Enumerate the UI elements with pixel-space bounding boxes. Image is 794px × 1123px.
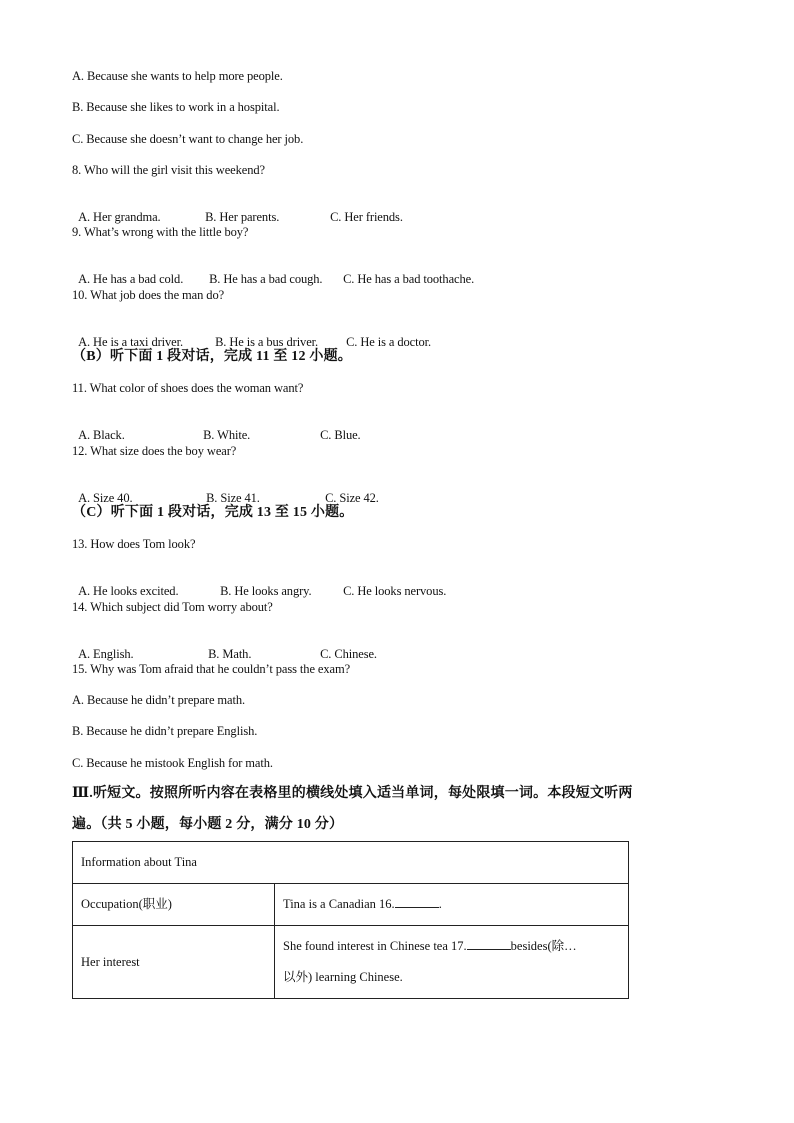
q14-question: 14. Which subject did Tom worry about?: [72, 600, 273, 614]
q10-options: [72, 318, 431, 350]
table-row: [73, 926, 629, 999]
row-label-occupation: Occupation(职业): [73, 884, 275, 926]
row-value-interest: [275, 926, 629, 999]
q9-option-b: B. He has a bad cough.: [209, 272, 323, 286]
q9-options: [72, 255, 474, 287]
table-row: [73, 884, 629, 926]
blank-17: [467, 937, 511, 950]
q15-question: 15. Why was Tom afraid that he couldn’t pass the exam?: [72, 662, 351, 676]
occupation-text-before: Tina is a Canadian 16.: [283, 897, 395, 911]
section-c-heading: （C）听下面 1 段对话，完成 13 至 15 小题。: [72, 505, 354, 520]
q9-option-c: C. He has a bad toothache.: [343, 272, 475, 286]
q12-question: 12. What size does the boy wear?: [72, 444, 237, 458]
q15-option-b: B. Because he didn’t prepare English.: [72, 724, 258, 738]
q10-question: 10. What job does the man do?: [72, 288, 225, 302]
q7-option-a: A. Because she wants to help more people.: [72, 69, 283, 83]
q8-option-a: A. Her grandma.: [78, 210, 161, 224]
q14-option-b: B. Math.: [208, 647, 252, 661]
q15-option-a: A. Because he didn’t prepare math.: [72, 693, 246, 707]
interest-text-after: besides(除…: [510, 939, 577, 953]
q14-option-c: C. Chinese.: [320, 647, 377, 661]
q10-option-c: C. He is a doctor.: [346, 335, 432, 349]
section-b-heading: （B）听下面 1 段对话，完成 11 至 12 小题。: [72, 349, 352, 364]
blank-16: [395, 895, 439, 908]
info-table: [72, 841, 629, 999]
q13-option-c: C. He looks nervous.: [343, 584, 447, 598]
q8-option-b: B. Her parents.: [205, 210, 280, 224]
section-iii-heading-line1: Ⅲ.听短文。按照所听内容在表格里的横线处填入适当单词，每处限填一词。本段短文听两: [72, 786, 633, 801]
q12-options: [72, 474, 379, 506]
q13-question: 13. How does Tom look?: [72, 537, 196, 551]
q11-option-a: A. Black.: [78, 428, 125, 442]
q15-option-c: C. Because he mistook English for math.: [72, 756, 273, 770]
q14-option-a: A. English.: [78, 647, 134, 661]
q12-option-a: A. Size 40.: [78, 491, 133, 505]
q11-option-b: B. White.: [203, 428, 251, 442]
q7-option-c: C. Because she doesn’t want to change her job.: [72, 132, 304, 146]
q8-question: 8. Who will the girl visit this weekend?: [72, 163, 265, 177]
q9-question: 9. What’s wrong with the little boy?: [72, 225, 249, 239]
q12-option-c: C. Size 42.: [325, 491, 379, 505]
section-iii-heading-line2: 遍。（共 5 小题，每小题 2 分，满分 10 分）: [72, 817, 344, 832]
q8-option-c: C. Her friends.: [330, 210, 403, 224]
q14-options: [72, 630, 377, 662]
q10-option-a: A. He is a taxi driver.: [78, 335, 184, 349]
row-value-occupation: [275, 884, 629, 926]
occupation-text-after: .: [438, 897, 442, 911]
q9-option-a: A. He has a bad cold.: [78, 272, 184, 286]
interest-text-before: She found interest in Chinese tea 17.: [283, 939, 467, 953]
q13-option-a: A. He looks excited.: [78, 584, 179, 598]
q13-options: [72, 567, 446, 599]
q11-question: 11. What color of shoes does the woman want?: [72, 381, 304, 395]
q13-option-b: B. He looks angry.: [220, 584, 312, 598]
q10-option-b: B. He is a bus driver.: [215, 335, 319, 349]
q8-options: [72, 193, 403, 225]
q7-option-b: B. Because she likes to work in a hospital.: [72, 100, 280, 114]
q11-option-c: C. Blue.: [320, 428, 361, 442]
table-row: [73, 842, 629, 884]
row-label-interest: Her interest: [73, 926, 275, 999]
q12-option-b: B. Size 41.: [206, 491, 260, 505]
table-title: Information about Tina: [73, 842, 629, 884]
q11-options: [72, 411, 361, 443]
interest-line2: 以外) learning Chinese.: [283, 970, 403, 984]
